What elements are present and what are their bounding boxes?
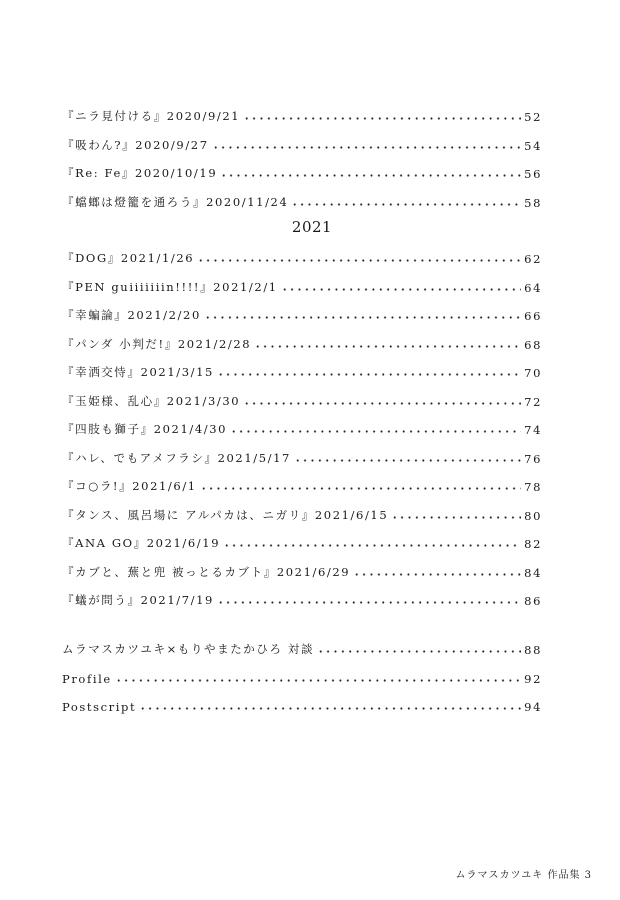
toc-entry-page: 62 (524, 252, 542, 266)
toc-entry (62, 332, 542, 352)
toc-entry-page: 58 (524, 195, 542, 210)
toc-entry (62, 275, 542, 295)
toc-entry (62, 303, 542, 323)
toc-entry-title: Profile (62, 671, 112, 686)
toc-entry (62, 560, 542, 580)
toc-entry-title: 『PEN guiiiiiiin!!!!』2021/2/1 (62, 279, 278, 294)
toc-entry-title: 『タンス、風呂場に アルパカは、ニガリ』2021/6/15 (62, 507, 389, 522)
toc-entry-page: 54 (524, 138, 542, 153)
toc-entry (62, 588, 542, 608)
toc-entry-title: 『パンダ 小判だ!』2021/2/28 (62, 336, 252, 351)
dot-leader (115, 679, 521, 682)
dot-leader (291, 203, 521, 206)
toc-entry (62, 637, 542, 657)
toc-entry (62, 161, 542, 181)
toc-entry-page: 82 (524, 537, 542, 551)
toc-entry-page: 80 (524, 508, 542, 523)
year-heading: 2021 (291, 218, 333, 236)
toc-entry-page: 72 (524, 394, 542, 409)
toc-entry (62, 389, 542, 409)
toc-entry-page: 88 (524, 643, 542, 657)
dot-leader (243, 117, 521, 120)
toc-entry-title: 『カブと、蕪と兜 被っとるカブト』2021/6/29 (62, 564, 351, 579)
toc-entry-title: ムラマスカツユキ×もりやまたかひろ 対談 (62, 642, 315, 656)
toc-entry-title: 『Re: Fe』2020/10/19 (62, 166, 218, 180)
toc-entry (62, 694, 542, 714)
dot-leader (220, 174, 521, 177)
toc-entry (62, 474, 542, 494)
toc-entry (62, 446, 542, 466)
toc-entry-page: 64 (524, 280, 542, 295)
toc-entry-title: 『ニラ見付ける』2020/9/21 (62, 109, 241, 123)
page-footer: ムラマスカツユキ 作品集 3 (455, 870, 592, 881)
toc-entry-page: 68 (524, 337, 542, 352)
toc-entry-title: 『吸わん?』2020/9/27 (62, 137, 209, 152)
toc-entry-page: 74 (524, 423, 542, 437)
toc-entry-page: 78 (524, 480, 542, 494)
dot-leader (217, 373, 521, 376)
toc-entry-page: 52 (524, 110, 542, 124)
toc-entry (62, 133, 542, 153)
toc-entry-title: 『蟷螂は燈籠を通ろう』2020/11/24 (62, 194, 289, 209)
dot-leader (281, 288, 521, 291)
toc-entry-title: 『ハレ、でもアメフラシ』2021/5/17 (62, 450, 291, 465)
toc-entry-page: 66 (524, 309, 542, 323)
toc-entry-page: 70 (524, 366, 542, 380)
toc-entry-title: 『幸蝙論』2021/2/20 (62, 308, 201, 322)
toc-entry (62, 417, 542, 437)
toc-entry (62, 190, 542, 210)
toc-entry (62, 246, 542, 266)
toc-entry-title: Postscript (62, 700, 137, 714)
toc-entry (62, 503, 542, 523)
dot-leader (223, 544, 521, 547)
dot-leader (353, 573, 521, 576)
toc-entry-page: 76 (524, 451, 542, 466)
toc-entry-title: 『玉姫様、乱心』2021/3/30 (62, 393, 241, 408)
toc-entry-page: 92 (524, 671, 542, 686)
toc-entry-title: 『幸洒交恃』2021/3/15 (62, 365, 214, 379)
toc-entry-title: 『コ○ラ!』2021/6/1 (62, 479, 197, 493)
toc-entry-title: 『ANA GO』2021/6/19 (62, 536, 221, 550)
toc-entry (62, 104, 542, 124)
dot-leader (197, 259, 521, 262)
dot-leader (391, 516, 521, 519)
toc-entry-title: 『DOG』2021/1/26 (62, 251, 195, 265)
toc-entry (62, 531, 542, 551)
toc-entry-page: 56 (524, 167, 542, 181)
toc-entry-page: 86 (524, 594, 542, 608)
dot-leader (212, 146, 522, 149)
dot-leader (200, 487, 521, 490)
dot-leader (294, 459, 521, 462)
toc-entry (62, 666, 542, 686)
dot-leader (217, 601, 521, 604)
dot-leader (230, 430, 521, 433)
toc-entry-title: 『四肢も獅子』2021/4/30 (62, 422, 228, 436)
dot-leader (254, 345, 521, 348)
dot-leader (243, 402, 521, 405)
dot-leader (317, 650, 521, 653)
toc-entry-title: 『蟻が問う』2021/7/19 (62, 593, 214, 607)
toc-entry-page: 84 (524, 565, 542, 580)
dot-leader (204, 316, 521, 319)
dot-leader (139, 707, 521, 710)
toc-entry-page: 94 (524, 700, 542, 714)
toc-entry (62, 360, 542, 380)
